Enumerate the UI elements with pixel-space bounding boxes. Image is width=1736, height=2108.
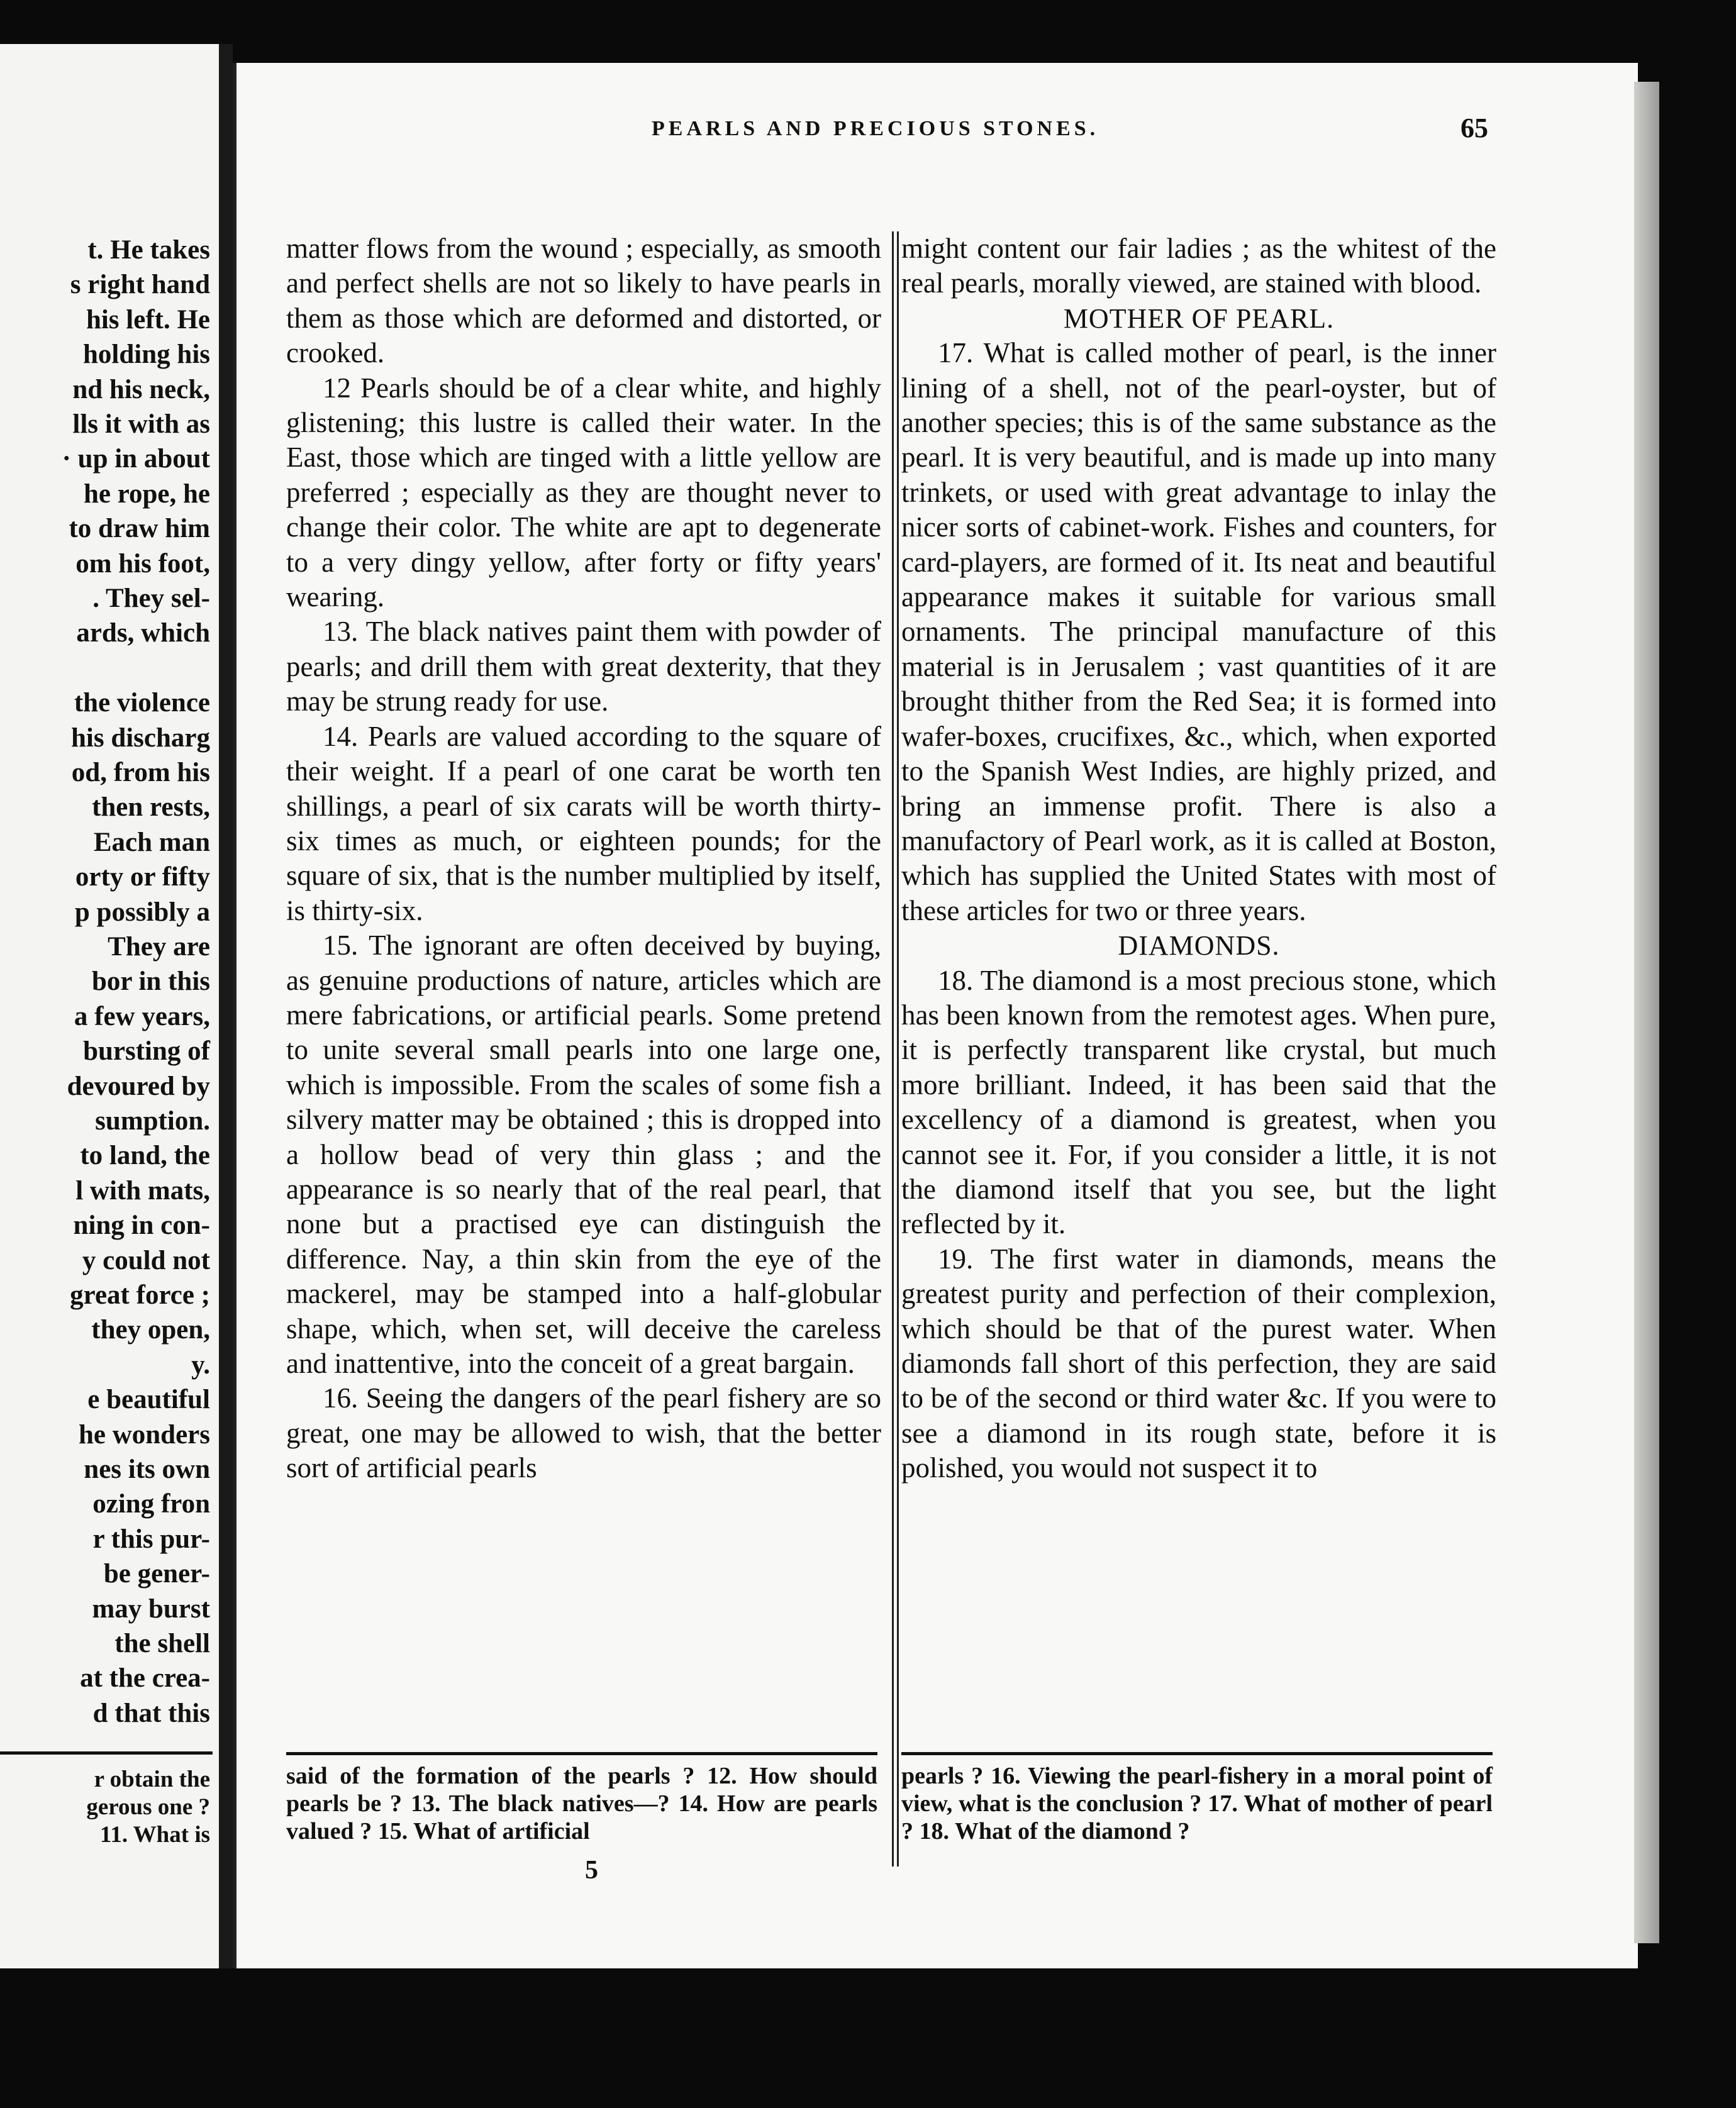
facing-page-line: nes its own: [84, 1455, 210, 1484]
facing-page-line: om his foot,: [75, 548, 210, 579]
signature-mark: 5: [585, 1856, 598, 1885]
facing-page-line: devoured by: [67, 1071, 210, 1101]
paragraph-12: 12 Pearls should be of a clear white, and highly glistening; this lustre is called their water. In the East, those which are tinged with a little yellow are preferred ; especially as they are thought never to change their color. The white are apt to degenerate to a very dingy yellow, after forty or fifty years' wearing.: [286, 372, 881, 613]
facing-page-line: great force ;: [70, 1280, 210, 1310]
paragraph-continued-right: might content our fair ladies ; as the whitest of the real pearls, morally viewed, are stained with blood.: [901, 233, 1496, 299]
column-divider: [892, 231, 894, 1867]
facing-page-line: Each man: [93, 827, 210, 857]
facing-page-line: be gener-: [103, 1559, 210, 1589]
facing-page-line: ning in con-: [73, 1211, 210, 1241]
facing-page-line: ards, which: [76, 618, 210, 648]
facing-page-line: a few years,: [74, 1001, 210, 1031]
book-gutter: [219, 44, 233, 1968]
paragraph-18: 18. The diamond is a most precious stone, which has been known from the remotest ages. When pure, it is perfectly transparent like crystal, but much more brilliant. Indeed, it has been said that the excellency of a diamond is greatest, when you cannot see it. For, if you consider a little, it is not the diamond itself that you see, but the light reflected by it.: [901, 964, 1496, 1240]
footnote-rule-right: [901, 1752, 1493, 1755]
column-divider-second: [897, 231, 899, 1867]
facing-page-line: he rope, he: [83, 479, 210, 509]
facing-page-line: to land, the: [80, 1141, 210, 1171]
facing-page-line: he wonders: [78, 1419, 210, 1450]
facing-page-line: the violence: [74, 688, 210, 718]
facing-page-line: at the crea-: [80, 1663, 210, 1694]
facing-page-line: holding his: [83, 340, 210, 370]
facing-page-line: bursting of: [83, 1036, 210, 1067]
page-number: 65: [1461, 113, 1488, 143]
facing-page-line: bor in this: [92, 967, 210, 997]
facing-page-line: to draw him: [69, 514, 210, 544]
facing-page-line: p possibly a: [74, 897, 210, 927]
facing-page-line: ozing fron: [92, 1489, 210, 1519]
facing-page-line: may burst: [92, 1594, 210, 1624]
paragraph-16: 16. Seeing the dangers of the pearl fishery are so great, one may be allowed to wish, that the better sort of artificial pearls: [286, 1382, 881, 1484]
paragraph-continued: matter flows from the wound ; especially, as smooth and perfect shells are not so likely to have pearls in them as those which are deformed and distorted, or crooked.: [286, 233, 881, 369]
paragraph-13: 13. The black natives paint them with powder of pearls; and drill them with great dexterity, that they may be strung ready for use.: [286, 616, 881, 718]
facing-page-line: e beautiful: [87, 1385, 210, 1415]
facing-page-footnote-rule: [0, 1751, 213, 1755]
paragraph-17: 17. What is called mother of pearl, is the inner lining of a shell, not of the pearl-oyster, but of another species; this is of the same substance as the pearl. It is very beautiful, and is made up into many trinkets, or used with great advantage to inlay the nicer sorts of cabinet-work. Fishes and counters, for card-players, are formed of it. Its neat and beautiful appearance makes it suitable for various small ornaments. The principal manufacture of this material is in Jerusalem ; vast quantities of it are brought thither from the Red Sea; it is formed into wafer-boxes, crucifixes, &c., which, when exported to the Spanish West Indies, are highly prized, and bring an immense profit. There is also a manufactory of Pearl work, as it is called at Boston, which has supplied the United States with most of these articles for two or three years.: [901, 337, 1496, 926]
facing-page-footnote-line: gerous one ?: [86, 1794, 210, 1820]
text-column-right: [901, 231, 1496, 1486]
footnote-questions-right: pearls ? 16. Viewing the pearl-fishery in a moral point of view, what is the conclusion ? 17. What of mother of pearl ? 18. What of the diamond ?: [901, 1763, 1493, 1844]
facing-page-line: his discharg: [70, 723, 210, 753]
facing-page-line: they open,: [91, 1315, 210, 1345]
facing-page-footnote-line: 11. What is: [99, 1822, 210, 1848]
facing-page-line: lls it with as: [72, 409, 210, 439]
paragraph-14: 14. Pearls are valued according to the square of their weight. If a pearl of one carat be worth ten shillings, a pearl of six carats will be worth thirty-six times as much, or eighteen pounds; for the square of six, that is the number multiplied by itself, is thirty-six.: [286, 720, 881, 926]
facing-page-line: then rests,: [92, 792, 210, 823]
text-column-left: [286, 231, 881, 1486]
facing-page-line: l with mats,: [75, 1175, 210, 1206]
facing-page-line: t. He takes: [87, 235, 210, 265]
paragraph-19: 19. The first water in diamonds, means the greatest purity and perfection of their complexion, which should be that of the purest water. When diamonds fall short of this perfection, they are said to be of the second or third water &c. If you were to see a diamond in its rough state, before it is polished, you would not suspect it to: [901, 1243, 1496, 1484]
running-head: PEARLS AND PRECIOUS STONES.: [652, 117, 1099, 140]
footnote-questions-left: said of the formation of the pearls ? 12. How should pearls be ? 13. The black natives—? 14. How are pearls valued ? 15. What of artificial: [286, 1763, 877, 1844]
facing-page-line: They are: [108, 932, 210, 962]
facing-page-line: the shell: [114, 1629, 210, 1658]
facing-page-line: y could not: [82, 1245, 210, 1275]
facing-page-line: nd his neck,: [72, 374, 210, 404]
facing-page-line: . They sel-: [92, 584, 210, 613]
facing-page-line: d that this: [92, 1698, 210, 1728]
facing-page-line: y.: [191, 1350, 210, 1380]
facing-page-line: his left. He: [86, 304, 210, 335]
facing-page-footnote-line: r obtain the: [94, 1767, 210, 1792]
facing-page-line: r this pur-: [92, 1524, 210, 1554]
footnote-rule-left: [286, 1752, 877, 1755]
facing-page-line: s right hand: [70, 270, 210, 300]
facing-page-line: orty or fifty: [75, 862, 210, 892]
facing-page-left: [0, 44, 219, 1968]
section-heading-diamonds: DIAMONDS.: [1118, 930, 1280, 962]
facing-page-line: od, from his: [71, 758, 210, 787]
page-edge: [1634, 82, 1659, 1943]
section-heading-mother-of-pearl: MOTHER OF PEARL.: [1063, 302, 1335, 334]
facing-page-line: · up in about: [62, 444, 210, 474]
paragraph-15: 15. The ignorant are often deceived by buying, as genuine productions of nature, articles which are mere fabrications, or artificial pearls. Some pretend to unite several small pearls into one large one, which is impossible. From the scales of some fish a silvery matter may be obtained ; this is dropped into a hollow bead of very thin glass ; and the appearance is so nearly that of the real pearl, that none but a practised eye can distinguish the difference. Nay, a thin skin from the eye of the mackerel, may be stamped into a half-globular shape, which, when set, will deceive the careless and inattentive, into the conceit of a great bargain.: [286, 929, 881, 1379]
facing-page-line: sumption.: [95, 1106, 210, 1136]
